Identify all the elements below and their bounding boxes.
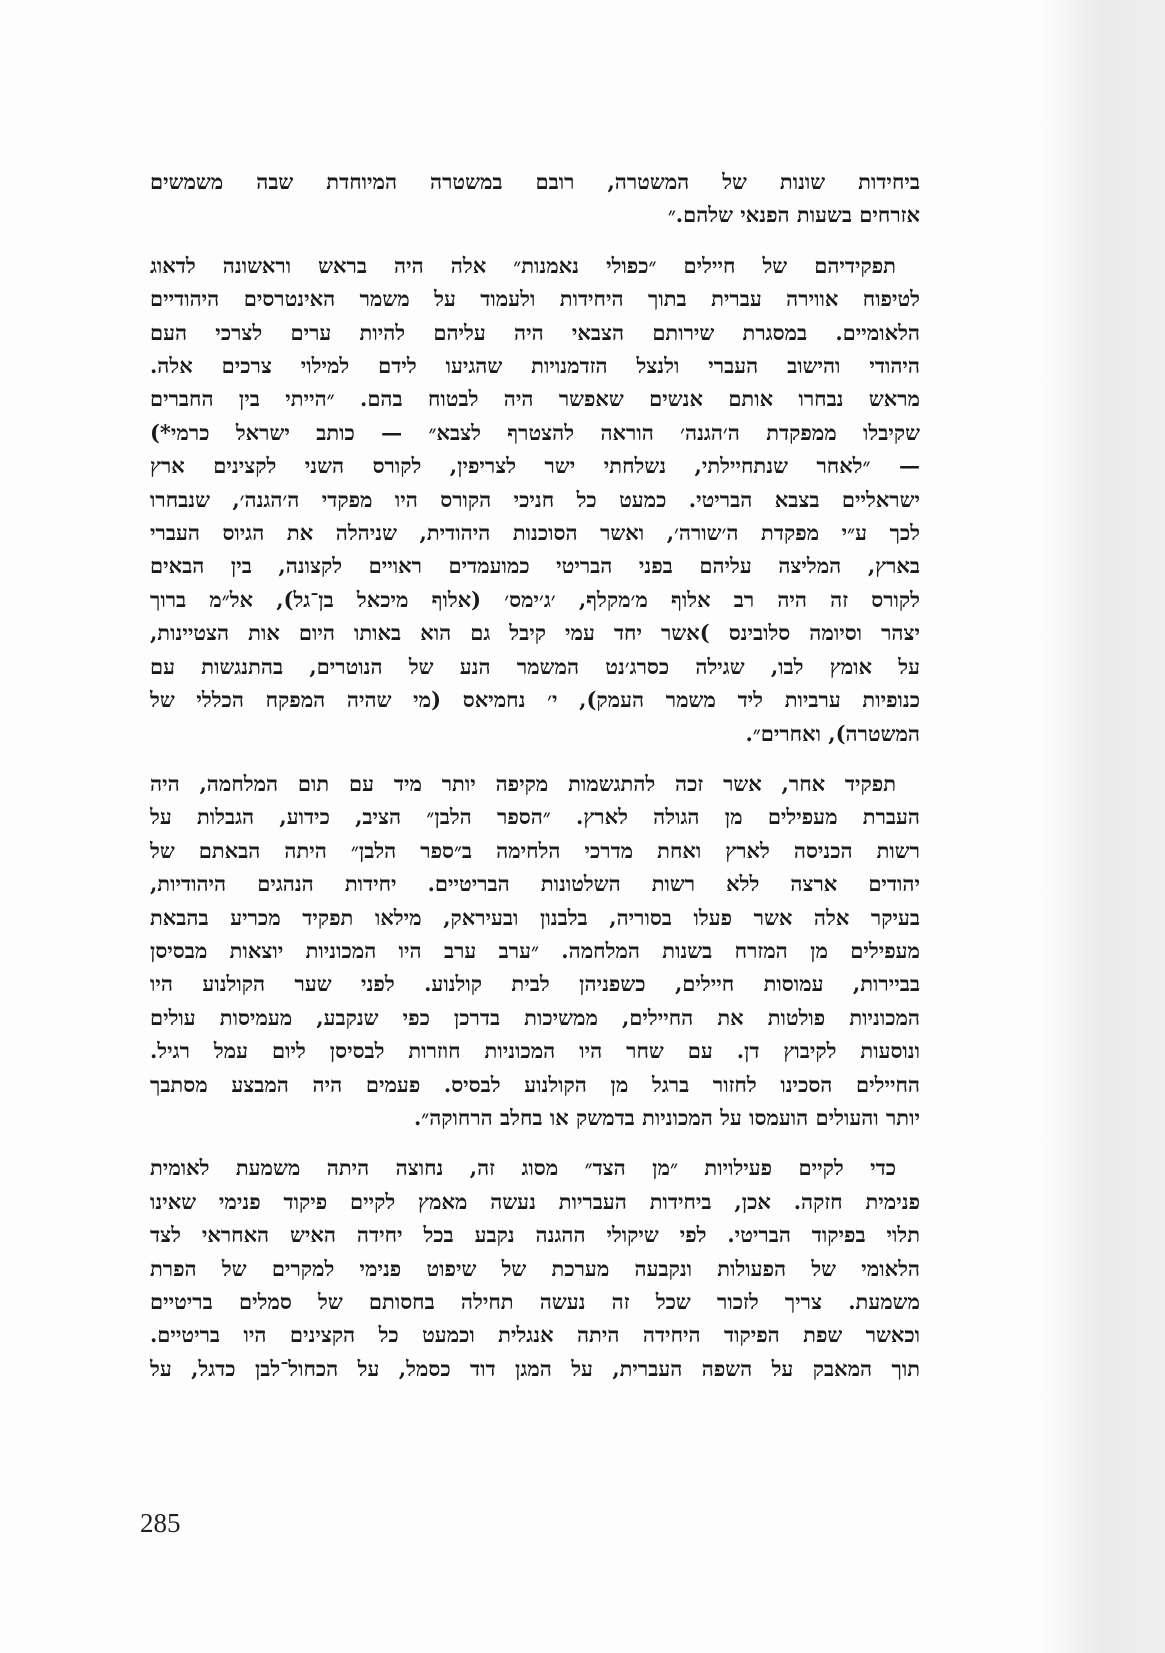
- text-line: המכוניות פולטות את החיילים, ממשיכות בדרכן כפי שנקבע, מעמיסות עולים: [150, 1004, 920, 1030]
- text-line: על אומץ לבו, שגילה כסרג׳נט המשמר הנע של הנוטרים, בהתנגשות עם: [150, 653, 920, 679]
- text-line: וכאשר שפת הפיקוד היחידה היתה אנגלית וכמעט כל הקצינים היו בריטיים.: [150, 1322, 920, 1348]
- text-line: ונוסעות לקיבוץ דן. עם שחר היו המכוניות חוזרות לבסיסן ליום עמל רגיל.: [150, 1038, 920, 1064]
- page-number: 285: [140, 1508, 181, 1538]
- paragraph-3: [150, 767, 920, 1134]
- text-line: תפקיד אחר, אשר זכה להתגשמות מקיפה יותר מיד עם תום המלחמה, היה: [150, 770, 896, 796]
- text-line: רשות הכניסה לארץ ואחת מדרכי הלחימה ב״ספר הלבן״ היתה הבאתם של: [150, 837, 920, 863]
- text-line: מעפילים מן המזרח בשנות המלחמה. ״ערב ערב היו המכוניות יוצאות מבסיסן: [150, 937, 920, 963]
- text-line: העברת מעפילים מן הגולה לארץ. ״הספר הלבן״ הציב, כידוע, הגבלות על: [150, 804, 920, 830]
- page-edge-shadow: [1040, 0, 1165, 1653]
- text-line: הלאומי של הפעולות ונקבעה מערכת של שיפוט פנימי למקרים של הפרת: [150, 1255, 920, 1281]
- text-line: היהודי והישוב העברי ולנצל הזדמנויות שהגיעו לידם למילוי צרכים אלה.: [150, 353, 920, 379]
- text-line: כנופיות ערביות ליד משמר העמק), י׳ נחמיאס (מי שהיה המפקח הכללי של: [150, 687, 920, 713]
- text-line: לקורס זה היה רב אלוף מ׳מקלף, ׳ג׳ימס׳ (אלוף מיכאל בן־גל), אל״מ ברוך: [150, 586, 920, 612]
- text-line: המשטרה), ואחרים״.: [745, 720, 920, 746]
- text-line: תפקידיהם של חיילים ״כפולי נאמנות״ אלה היה בראש וראשונה לדאוג: [150, 252, 896, 278]
- text-line: פנימית חזקה. אכן, ביחידות העבריות נעשה מאמץ לקיים פיקוד פנימי שאינו: [150, 1188, 920, 1214]
- text-line: החיילים הסכינו לחזור ברגל מן הקולנוע לבסיס. פעמים היה המבצע מסתבך: [150, 1071, 920, 1097]
- body-text: [150, 165, 920, 1402]
- text-line: בעיקר אלה אשר פעלו בסוריה, בלבנון ובעיראק, מילאו תפקיד מכריע בהבאת: [150, 904, 920, 930]
- paragraph-1: [150, 165, 920, 232]
- text-line: ביחידות שונות של המשטרה, רובם במשטרה המיוחדת שבה משמשים: [150, 169, 920, 194]
- paragraph-4: [150, 1151, 920, 1385]
- text-line: יהודים ארצה ללא רשות השלטונות הבריטיים. יחידות הנהגים היהודיות,: [150, 871, 920, 897]
- text-line: הלאומיים. במסגרת שירותם הצבאי היה עליהם להיות ערים לצרכי העם: [150, 319, 920, 345]
- text-line: תוך המאבק על השפה העברית, על המגן דוד כסמל, על הכחול־לבן כדגל, על: [150, 1355, 920, 1381]
- text-line: שקיבלו ממפקדת ה׳הגנה׳ הוראה להצטרף לצבא״ — כותב ישראל כרמי*): [150, 419, 920, 445]
- text-line: כדי לקיים פעילויות ״מן הצד״ מסוג זה, נחוצה היתה משמעת לאומית: [150, 1155, 896, 1181]
- text-line: בביירות, עמוסות חיילים, כשפניהן לבית קולנוע. לפני שער הקולנוע היו: [150, 971, 920, 997]
- text-line: תלוי בפיקוד הבריטי. לפי שיקולי ההגנה נקבע בכל יחידה האיש האחראי לצד: [150, 1222, 920, 1248]
- text-line: בארץ, המליצה עליהם בפני הבריטי כמועמדים ראויים לקצונה, בין הבאים: [150, 553, 920, 579]
- text-line: ישראליים בצבא הבריטי. כמעט כל חניכי הקורס היו מפקדי ה׳הגנה׳, שנבחרו: [150, 486, 920, 512]
- text-line: יותר והעולים הועמסו על המכוניות בדמשק או בחלב הרחוקה״.: [413, 1104, 920, 1130]
- text-line: לכך ע״י מפקדת ה׳שורה׳, ואשר הסוכנות היהודית, שניהלה את הגיוס העברי: [150, 520, 920, 546]
- text-line: מראש נבחרו אותם אנשים שאפשר היה לבטוח בהם. ״הייתי בין החברים: [150, 386, 920, 412]
- text-line: — ״לאחר שנתחיילתי, נשלחתי ישר לצריפין, לקורס השני לקצינים ארץ: [150, 453, 920, 479]
- paragraph-2: [150, 249, 920, 750]
- text-line: משמעת. צריך לזכור שכל זה נעשה תחילה בחסותם של סמלים בריטיים: [150, 1289, 920, 1314]
- text-line: אזרחים בשעות הפנאי שלהם.״: [667, 202, 920, 228]
- text-line: לטיפוח אווירה עברית בתוך היחידות ולעמוד על משמר האינטרסים היהודיים: [150, 286, 920, 312]
- text-line: יצהר וסיומה סלובינס )אשר יחד עמי קיבל גם הוא באותו היום אות הצטיינות,: [150, 620, 920, 646]
